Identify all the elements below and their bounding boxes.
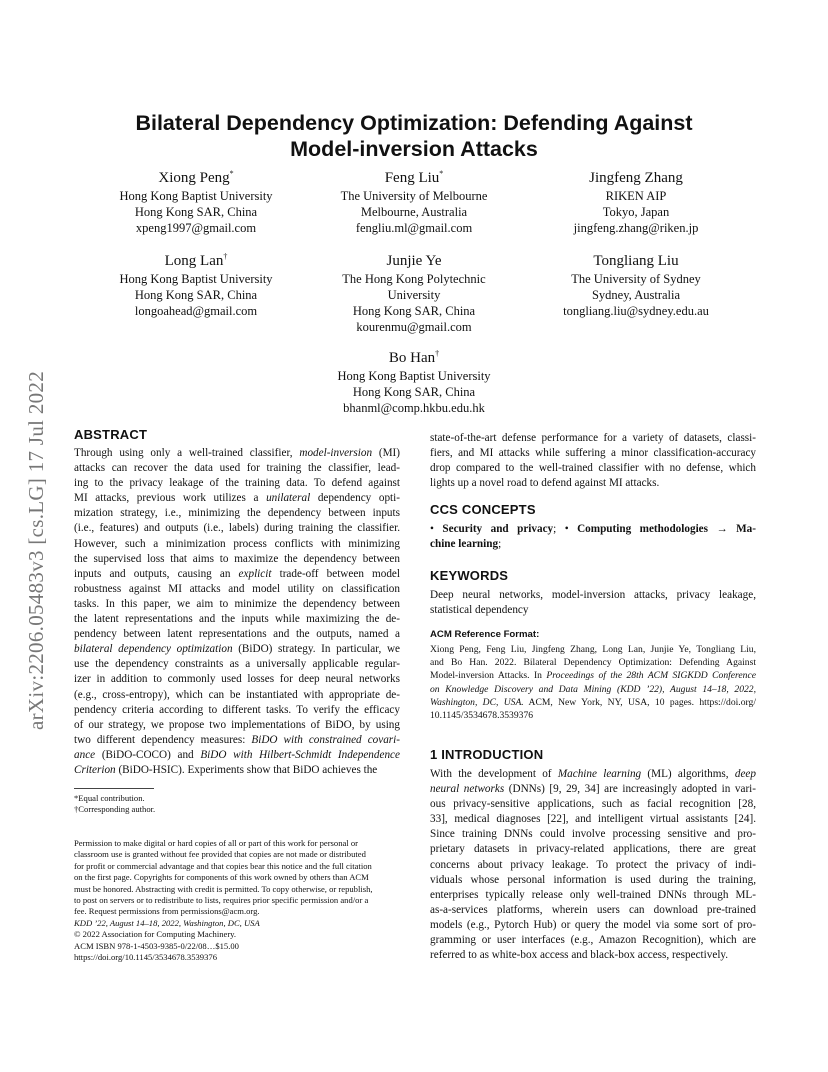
keywords-body	[430, 588, 756, 618]
author-mark: †	[223, 252, 228, 261]
ccs-heading: CCS CONCEPTS	[430, 502, 536, 517]
acm-reference-heading: ACM Reference Format:	[430, 629, 540, 640]
text-line: enterprises typically release only well-trained DNNs through ML-	[430, 888, 756, 901]
text-line: Through using only a well-trained classifier, model-inversion (MI)	[74, 447, 401, 459]
author-mark: †	[435, 349, 440, 358]
author-location: Hong Kong SAR, China	[352, 304, 476, 318]
text-line: on Knowledge Discovery and Data Mining (KDD ’22), August 14–18, 2022,	[430, 683, 756, 695]
text-line: the supervised loss that aims to maximize the dependency between	[74, 552, 400, 565]
text-line: 10.1145/3534678.3539376	[430, 710, 534, 722]
text-line: pendency between latent representations and the outputs, named a	[74, 628, 400, 641]
author-name: Tongliang Liu	[593, 253, 679, 269]
permission-notice	[74, 838, 400, 963]
text-line: attacks can recover the data used for training the classifier, lead-	[74, 462, 400, 475]
author-name: Bo Han	[388, 350, 436, 366]
text-line: prietary datasets in privacy-related applications, there are great	[430, 843, 756, 856]
text-line: lights up a novel road to defend against MI attacks.	[430, 477, 660, 490]
text-line: ance (BiDO-COCO) and BiDO with Hilbert-Schmidt Independence	[74, 748, 400, 761]
text-line: mization strategy, i.e., minimizing the dependency between inputs	[74, 507, 400, 520]
text-line: fiers, and MI attacks while suffering a minor classification-accuracy	[430, 447, 756, 460]
text-line: https://doi.org/10.1145/3534678.3539376	[74, 952, 217, 963]
author-mark: *	[439, 169, 444, 178]
author-location: Tokyo, Japan	[602, 205, 670, 219]
text-line: use the dependency constraints as a universally applicable regular-	[74, 658, 400, 671]
author-location: Sydney, Australia	[591, 288, 681, 302]
text-line: Criterion (BiDO-HSIC). Experiments show that BiDO achieves the	[74, 763, 378, 776]
text-line: pendency criteria according to different tasks. To verify the efficacy	[74, 703, 400, 716]
text-line: Washington, DC, USA. ACM, New York, NY, USA, 10 pages. https://doi.org/	[430, 696, 756, 708]
text-line: Deep neural networks, model-inversion attacks, privacy leakage,	[430, 589, 756, 601]
text-line: *Equal contribution.	[74, 793, 145, 803]
abstract-heading: ABSTRACT	[74, 427, 148, 442]
author-email: kourenmu@gmail.com	[356, 320, 472, 334]
author-name: Long Lan	[164, 253, 224, 269]
text-line: Permission to make digital or hard copies of all or part of this work for personal or	[74, 838, 359, 848]
author-affiliation: The University of Melbourne	[340, 189, 488, 203]
author-email: longoahead@gmail.com	[134, 304, 258, 318]
text-line: must be honored. Abstracting with credit is permitted. To copy otherwise, or republish,	[74, 883, 373, 894]
text-line: the latent representations and the inputs while maximizing the de-	[74, 613, 400, 626]
author-block	[299, 348, 529, 416]
arxiv-stamp: arXiv:2206.05483v3 [cs.LG] 17 Jul 2022	[24, 370, 48, 730]
author-email: bhanml@comp.hkbu.edu.hk	[343, 401, 485, 415]
text-line: of our strategy, we propose two implementations of BiDO, by using	[74, 718, 400, 731]
text-line: for profit or commercial advantage and that copies bear this notice and the full citation	[74, 860, 372, 871]
text-line: ing to the privacy leakage of the training data. To defend against	[74, 477, 400, 490]
author-block	[521, 251, 751, 319]
text-line: two different dependency measures: BiDO with constrained covari-	[74, 733, 400, 746]
text-line: © 2022 Association for Computing Machinery.	[74, 929, 237, 940]
keywords-heading: KEYWORDS	[430, 568, 509, 583]
text-line: chine learning;	[430, 538, 502, 551]
author-name: Xiong Peng	[158, 170, 230, 186]
author-location: Hong Kong SAR, China	[134, 205, 258, 219]
text-line: on the first page. Copyrights for components of this work owned by others than ACM	[74, 872, 369, 883]
text-line: gramming or user interfaces (e.g., Amazon Recognition), which are	[430, 934, 756, 947]
introduction-heading: 1 INTRODUCTION	[430, 747, 544, 762]
author-name: Junjie Ye	[386, 253, 442, 269]
text-line: and Bo Han. 2022. Bilateral Dependency Optimization: Defending Against	[430, 657, 756, 669]
author-affiliation: Hong Kong Baptist University	[337, 369, 491, 383]
author-email: fengliu.ml@gmail.com	[355, 221, 473, 235]
text-line: models (e.g., Pytorch Hub) or query the model via some sort of pro-	[430, 918, 756, 931]
author-block	[81, 251, 311, 319]
author-email: jingfeng.zhang@riken.jp	[573, 221, 699, 235]
text-line: inputs and outputs, causing an explicit trade-off between model	[74, 567, 400, 580]
author-email: xpeng1997@gmail.com	[135, 221, 257, 235]
text-line: KDD ’22, August 14–18, 2022, Washington, DC, USA	[74, 917, 260, 928]
author-block	[299, 251, 529, 335]
abstract-body	[74, 446, 400, 778]
text-line: to post on servers or to redistribute to lists, requires prior specific permission and/or a	[74, 895, 369, 906]
author-location: Hong Kong SAR, China	[352, 385, 476, 399]
text-line: Since training DNNs could involve processing sensitive and pro-	[430, 828, 756, 841]
paper-title	[60, 110, 768, 162]
text-line: With the development of Machine learning (ML) algorithms, deep	[430, 768, 756, 780]
text-line: (i.e., features) and outputs (i.e., labels) during training the classifier.	[74, 522, 400, 535]
text-line: ACM ISBN 978-1-4503-9385-0/22/08…$15.00	[74, 940, 239, 951]
text-line: as-a-services platforms, wherein users can download pre-trained	[430, 903, 756, 916]
text-line: statistical dependency	[430, 604, 529, 617]
author-block	[81, 168, 311, 236]
author-affiliation: Hong Kong Baptist University	[119, 272, 273, 286]
text-line: classroom use is granted without fee provided that copies are not made or distributed	[74, 849, 366, 860]
text-line: viduals whose personal information is used during the training,	[430, 873, 756, 886]
author-name: Jingfeng Zhang	[589, 170, 683, 186]
title-line-1: Bilateral Dependency Optimization: Defending Against	[135, 111, 693, 135]
text-line: state-of-the-art defense performance for a variety of datasets, classi-	[430, 432, 756, 444]
author-affiliation-cont: University	[387, 288, 441, 302]
text-line: referred to as white-box access and black-box access, respectively.	[430, 949, 729, 962]
author-block	[299, 168, 529, 236]
author-name: Feng Liu	[384, 170, 440, 186]
text-line: fee. Request permissions from permissions@acm.org.	[74, 906, 260, 917]
abstract-continued	[430, 431, 756, 491]
title-line-2: Model-inversion Attacks	[290, 137, 538, 161]
author-affiliation: Hong Kong Baptist University	[119, 189, 273, 203]
text-line: ous privacy-sensitive applications, such as facial recognition [28,	[430, 798, 756, 811]
author-affiliation: The Hong Kong Polytechnic	[342, 272, 486, 286]
introduction-body	[430, 767, 756, 963]
text-line: †Corresponding author.	[74, 804, 156, 815]
text-line: neural networks (DNNs) [9, 29, 34] are increasingly adopted in vari-	[430, 783, 756, 796]
text-line: tasks. In this paper, we aim to minimize the dependency between	[74, 597, 400, 610]
text-line: bilateral dependency optimization (BiDO) strategy. In particular, we	[74, 643, 400, 656]
text-line: However, such a minimization process conflicts with minimizing	[74, 537, 400, 550]
acm-reference-body	[430, 643, 756, 722]
text-line: izer in addition to commonly used losses for deep neural networks	[74, 673, 400, 686]
text-line: drop compared to the well-trained classifier with no defense, which	[430, 462, 756, 475]
text-line: concerns about privacy leakage. To protect the privacy of indi-	[430, 858, 756, 871]
author-affiliation: RIKEN AIP	[605, 189, 667, 203]
ccs-body	[430, 522, 756, 552]
author-location: Hong Kong SAR, China	[134, 288, 258, 302]
footnote-rule	[74, 788, 154, 789]
text-line: MI attacks, previous work utilizes a unilateral dependency opti-	[74, 492, 400, 505]
author-email: tongliang.liu@sydney.edu.au	[563, 304, 709, 318]
text-line: (e.g., cross-entropy), which can be instantiated with appropriate de-	[74, 688, 400, 701]
text-line: 33], medical diagnoses [22], and intelligent virtual assistants [24].	[430, 813, 756, 826]
footnotes	[74, 793, 400, 816]
text-line: Xiong Peng, Feng Liu, Jingfeng Zhang, Long Lan, Junjie Ye, Tongliang Liu,	[430, 644, 756, 655]
text-line: Model-inversion Attacks. In Proceedings of the 28th ACM SIGKDD Conference	[430, 670, 756, 682]
text-line: robustness against MI attacks and model utility on classification	[74, 582, 400, 595]
author-block	[521, 168, 751, 236]
author-location: Melbourne, Australia	[360, 205, 468, 219]
text-line: • Security and privacy; • Computing methodologies → Ma-	[430, 523, 757, 535]
author-affiliation: The University of Sydney	[571, 272, 701, 286]
author-mark: *	[229, 169, 234, 178]
